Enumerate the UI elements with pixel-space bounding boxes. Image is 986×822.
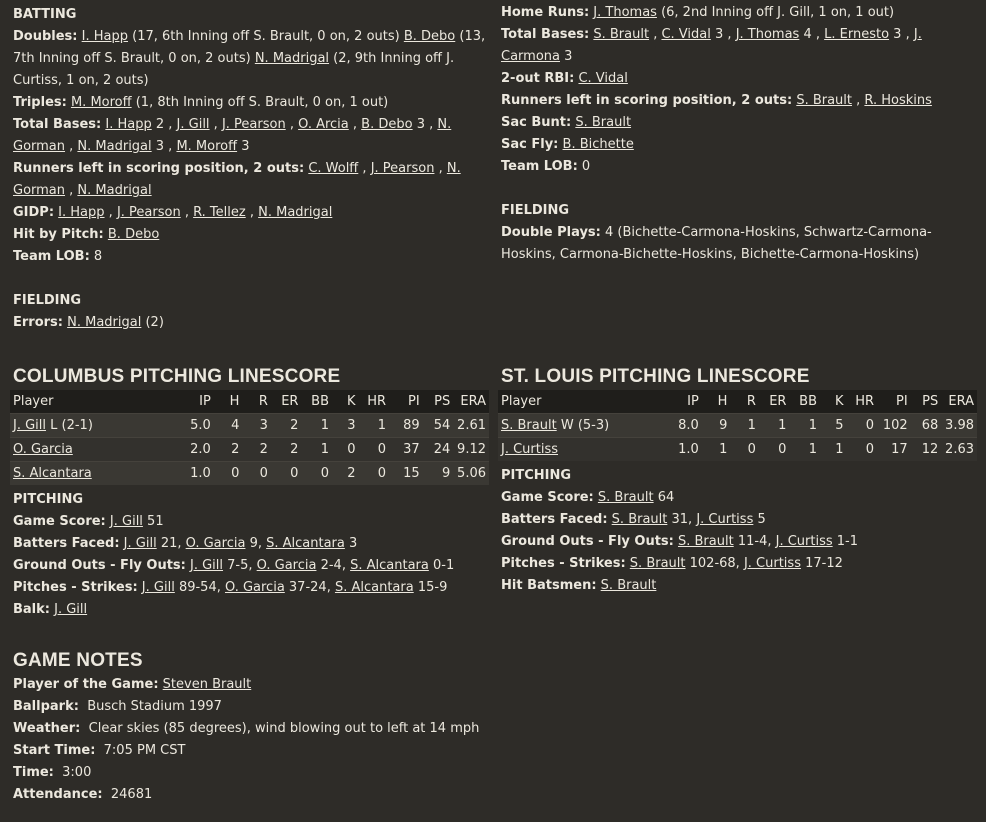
player-link[interactable]: S. Alcantara [350,558,429,573]
table-header-row [10,390,489,414]
player-link[interactable]: N. Madrigal [67,315,142,330]
stat-cell: 12 [911,438,942,462]
player-link[interactable]: S. Brault [597,490,654,505]
stat-cell: 3 [242,414,271,438]
batters-faced-line [13,533,489,555]
column-header: H [214,390,243,414]
column-header: K [332,390,359,414]
stat-cell: 1 [702,438,731,462]
batters-faced-line [501,509,977,531]
table-row [10,462,489,486]
total-bases-line [501,24,975,68]
player-cell [10,438,183,462]
ground-fly-outs-line [13,555,489,577]
column-header: ERA [941,390,977,414]
player-link[interactable]: S. Brault [796,93,853,108]
section-title: COLUMBUS PITCHING LINESCORE [13,366,341,387]
column-header: PS [423,390,454,414]
gidp-line [13,202,489,224]
stat-cell: 1 [789,414,820,438]
stat-label: Triples: [13,95,67,110]
stat-label: Runners left in scoring position, 2 outs: [13,161,305,176]
stat-cell: 37 [389,438,423,462]
columbus-pitching-section [13,364,489,621]
player-link[interactable]: J. Gill [54,602,88,617]
player-link[interactable]: I. Happ [81,29,128,44]
stat-cell: 1 [301,414,332,438]
table-row [498,414,977,438]
triples-line [13,92,489,114]
total-bases-line [13,114,489,158]
stat-detail: 89-54, [174,580,225,595]
player-link[interactable]: O. Garcia [185,536,246,551]
time-label: Time: [13,765,54,780]
stat-cell: 1.0 [183,462,214,486]
player-link[interactable]: R. Tellez [193,205,246,220]
column-header: ERA [453,390,489,414]
stat-cell: 9 [702,414,731,438]
double-plays-label: Double Plays: [501,225,601,240]
player-link[interactable]: S. Alcantara [334,580,414,595]
time-value: 3:00 [53,765,92,780]
stat-cell: 24 [423,438,454,462]
stat-cell: 2 [332,462,359,486]
batting-heading: BATTING [13,7,77,22]
player-link[interactable]: S. Alcantara [266,536,345,551]
player-link[interactable]: O. Garcia [224,580,285,595]
team-lob-label: Team LOB: [501,159,578,174]
column-header: Player [498,390,671,414]
column-header: BB [789,390,820,414]
stat-detail: , [358,161,371,176]
stat-label: Runners left in scoring position, 2 outs: [501,93,793,108]
weather-value: Clear skies (85 degrees), wind blowing out to left at 14 mph [80,721,480,736]
stat-detail: 0-1 [428,558,455,573]
stat-cell: 0 [242,462,271,486]
player-link[interactable]: C. Vidal [661,27,711,42]
player-link[interactable]: J. Thomas [735,27,800,42]
doubles-line [13,26,489,92]
double-plays-line [501,222,975,266]
pitching-heading: PITCHING [501,468,572,483]
stat-cell: 9.12 [453,438,489,462]
attendance-line [13,784,973,806]
stat-cell: 0 [847,438,878,462]
column-header: Player [10,390,183,414]
stat-cell: 54 [423,414,454,438]
weather-label: Weather: [13,721,81,736]
player-link[interactable]: O. Garcia [13,441,73,457]
stat-detail: , [209,117,222,132]
player-link[interactable]: B. Bichette [562,137,634,152]
column-header: IP [183,390,214,414]
stat-label: Total Bases: [13,117,102,132]
double-plays-value: 4 (Bichette-Carmona-Hoskins, Schwartz-Carmona-Hoskins, Carmona-Bichette-Hoskins, Bichette-Carmona-Hoskins) [501,225,932,262]
player-link[interactable]: J. Curtiss [743,556,801,571]
sac-fly-line [501,134,975,156]
player-link[interactable]: N. Madrigal [77,139,152,154]
player-link[interactable]: J. Pearson [221,117,286,132]
stat-detail: , [104,205,117,220]
stat-detail: 3 [344,536,358,551]
stat-detail: , [434,161,447,176]
stat-cell: 2.63 [941,438,977,462]
stat-detail: 2-4, [316,558,351,573]
stat-cell: 3.98 [941,414,977,438]
stat-cell: 2 [214,438,243,462]
ground-fly-outs-line [501,531,977,553]
stat-cell: 1 [359,414,390,438]
stat-detail: 2 , [151,117,177,132]
stat-label: 2-out RBI: [501,71,575,86]
stat-detail: 51 [142,514,164,529]
stat-detail: 3 , [151,139,177,154]
stat-detail: 3 , [412,117,438,132]
player-link[interactable]: S. Brault [629,556,686,571]
stat-cell: 0 [847,414,878,438]
player-link[interactable]: J. Gill [13,417,47,433]
stat-label: GIDP: [13,205,55,220]
stat-cell: 17 [877,438,911,462]
player-link[interactable]: J. Gill [190,558,224,573]
stat-detail: , [180,205,194,220]
stat-detail: 5 [753,512,766,527]
stat-label: Game Score: [501,490,594,505]
stat-detail: 15-9 [413,580,448,595]
pitches-strikes-line [501,553,977,575]
team-lob-label: Team LOB: [13,249,90,264]
player-link[interactable]: O. Garcia [256,558,317,573]
player-link[interactable]: N. Madrigal [77,183,152,198]
stat-cell: 68 [911,414,942,438]
column-header: H [702,390,731,414]
player-link[interactable]: B. Debo [361,117,413,132]
table-body [498,414,977,462]
stat-label: Sac Bunt: [501,115,572,130]
stat-detail: 17-12 [800,556,843,571]
player-link[interactable]: J. Pearson [370,161,435,176]
column-header: HR [847,390,878,414]
stat-detail: , [65,183,78,198]
stat-cell: 2.0 [183,438,214,462]
player-link[interactable]: I. Happ [58,205,105,220]
player-link[interactable]: C. Wolff [308,161,359,176]
stat-cell: 1 [301,438,332,462]
column-header: IP [671,390,702,414]
column-header: ER [759,390,790,414]
game-score-line [13,511,489,533]
fielding-heading: FIELDING [501,203,570,218]
player-link[interactable]: S. Brault [593,27,650,42]
stat-cell: 2 [242,438,271,462]
player-link[interactable]: J. Pearson [116,205,181,220]
player-link[interactable]: N. Gorman [13,161,461,198]
player-of-game-label: Player of the Game: [13,677,159,692]
stat-detail: 102-68, [685,556,744,571]
stat-cell: 0 [359,462,390,486]
attendance-value: 24681 [102,787,153,802]
stat-cell: 5.06 [453,462,489,486]
ballpark-line [13,696,973,718]
game-score-line [501,487,977,509]
stat-detail: (13, 7th Inning off S. Brault, 0 on, 2 outs) [13,29,486,66]
stat-label: Total Bases: [501,27,590,42]
player-of-game-link[interactable]: Steven Brault [162,677,252,692]
sac-bunt-line [501,112,975,134]
stat-cell: 1 [820,438,847,462]
stat-label: Balk: [13,602,50,617]
stat-detail: , [245,205,259,220]
player-of-game-line [13,674,973,696]
decision-note: W (5-3) [556,417,610,433]
stat-cell: 2.61 [453,414,489,438]
player-link[interactable]: J. Gill [123,536,157,551]
stat-detail: , [65,139,78,154]
stat-detail: 64 [653,490,675,505]
table-row [10,438,489,462]
time-line [13,762,973,784]
team-lob-value: 0 [577,159,591,174]
ballpark-label: Ballpark: [13,699,79,714]
weather-line [13,718,973,740]
hbp-line [13,224,489,246]
stat-detail: (17, 6th Inning off S. Brault, 0 on, 2 outs) [128,29,404,44]
player-cell [498,438,671,462]
risp-line [501,90,975,112]
stat-cell: 89 [389,414,423,438]
stat-detail: , [285,117,299,132]
player-link[interactable]: J. Gill [109,514,143,529]
attendance-label: Attendance: [13,787,103,802]
stat-cell: 102 [877,414,911,438]
start-time-line [13,740,973,762]
pitching-heading: PITCHING [13,492,84,507]
column-header: BB [301,390,332,414]
stat-cell: 0 [759,438,790,462]
player-link[interactable]: S. Brault [600,578,657,593]
player-link[interactable]: J. Gill [176,117,210,132]
stat-detail: , [649,27,662,42]
stat-detail: 3 [237,139,250,154]
stat-cell: 3 [332,414,359,438]
stat-label: Batters Faced: [13,536,120,551]
stat-detail: 3 , [710,27,736,42]
column-header: PI [389,390,423,414]
table-row [498,438,977,462]
stat-cell: 4 [214,414,243,438]
stat-label: Home Runs: [501,5,590,20]
stat-detail: 9, [245,536,267,551]
player-link[interactable]: J. Curtiss [501,441,559,457]
column-header: ER [271,390,302,414]
game-notes-section [13,648,973,806]
section-title: ST. LOUIS PITCHING LINESCORE [501,366,810,387]
stat-label: Hit Batsmen: [501,578,597,593]
stat-cell: 15 [389,462,423,486]
stat-cell: 0 [730,438,759,462]
pitches-strikes-line [13,577,489,599]
stat-detail: 4 , [799,27,825,42]
stat-label: Errors: [13,315,63,330]
stat-label: Pitches - Strikes: [13,580,138,595]
stat-cell: 0 [332,438,359,462]
stat-detail: (1, 8th Inning off S. Brault, 0 on, 1 out) [131,95,389,110]
two-out-rbi-line [501,68,975,90]
stlouis-batting-fielding [501,2,975,266]
player-cell [10,414,183,438]
player-link[interactable]: J. Carmona [501,27,922,64]
player-link[interactable]: S. Brault [678,534,734,549]
team-lob-line [13,246,489,268]
column-header: K [820,390,847,414]
stat-label: Game Score: [13,514,106,529]
player-link[interactable]: B. Debo [107,227,160,242]
stat-detail: 3 , [889,27,914,42]
stlouis-pitching-section [501,364,977,597]
player-link[interactable]: N. Madrigal [254,51,330,66]
stat-cell: 1 [789,438,820,462]
stat-detail: 7-5, [223,558,257,573]
stat-detail: (2) [141,315,164,330]
stat-detail: 1-1 [832,534,858,549]
column-header: PS [911,390,942,414]
player-link[interactable]: N. Madrigal [258,205,333,220]
fielding-heading: FIELDING [13,293,82,308]
stat-cell: 0 [271,462,302,486]
stat-detail: , [348,117,362,132]
stat-label: Pitches - Strikes: [501,556,626,571]
pitching-table [498,390,977,461]
column-header: R [242,390,271,414]
player-link[interactable]: S. Brault [501,417,557,433]
stat-cell: 2 [271,414,302,438]
table-row [10,414,489,438]
stat-label: Doubles: [13,29,78,44]
start-time-label: Start Time: [13,743,96,758]
stat-cell: 1 [730,414,759,438]
stat-label: Ground Outs - Fly Outs: [501,534,674,549]
stat-cell: 1.0 [671,438,702,462]
player-cell [10,462,183,486]
player-link[interactable]: N. Gorman [13,117,452,154]
player-link[interactable]: S. Brault [575,115,632,130]
stat-detail: 31, [667,512,697,527]
stat-detail: 3 [559,49,573,64]
player-cell [498,414,671,438]
column-header: R [730,390,759,414]
player-link[interactable]: J. Curtiss [696,512,754,527]
player-link[interactable]: C. Vidal [578,71,628,86]
stat-detail: (2, 9th Inning off J. Curtiss, 1 on, 2 outs) [13,51,455,88]
ballpark-value: Busch Stadium 1997 [78,699,222,714]
stat-cell: 8.0 [671,414,702,438]
player-link[interactable]: M. Moroff [70,95,132,110]
player-link[interactable]: S. Alcantara [13,465,92,481]
player-link[interactable]: O. Arcia [298,117,349,132]
player-link[interactable]: M. Moroff [176,139,238,154]
errors-line [13,312,489,334]
stat-label: Ground Outs - Fly Outs: [13,558,186,573]
section-title: GAME NOTES [13,650,143,671]
stat-detail: 11-4, [733,534,776,549]
stat-label: Sac Fly: [501,137,559,152]
player-link[interactable]: L. Ernesto [824,27,890,42]
player-link[interactable]: B. Debo [403,29,456,44]
stat-label: Batters Faced: [501,512,608,527]
decision-note: L (2-1) [46,417,93,433]
hit-batsmen-line [501,575,977,597]
stat-cell: 5.0 [183,414,214,438]
start-time-value: 7:05 PM CST [95,743,186,758]
table-header-row [498,390,977,414]
stat-cell: 0 [301,462,332,486]
risp-line [13,158,489,202]
player-link[interactable]: J. Thomas [593,5,657,20]
team-lob-line [501,156,975,178]
stat-cell: 2 [271,438,302,462]
player-link[interactable]: R. Hoskins [864,93,932,108]
stat-cell: 1 [759,414,790,438]
balk-line [13,599,489,621]
pitching-table [10,390,489,485]
stat-cell: 9 [423,462,454,486]
stat-detail: (6, 2nd Inning off J. Gill, 1 on, 1 out) [656,5,895,20]
home-runs-line [501,2,975,24]
stat-detail: 37-24, [284,580,335,595]
column-header: HR [359,390,390,414]
stat-detail: 21, [156,536,186,551]
stat-cell: 0 [359,438,390,462]
team-lob-value: 8 [89,249,103,264]
stat-detail: , [852,93,865,108]
player-link[interactable]: S. Brault [611,512,668,527]
table-body [10,414,489,486]
stat-label: Hit by Pitch: [13,227,104,242]
player-link[interactable]: J. Curtiss [775,534,833,549]
player-link[interactable]: I. Happ [105,117,152,132]
column-header: PI [877,390,911,414]
stat-cell: 5 [820,414,847,438]
player-link[interactable]: J. Gill [141,580,175,595]
stat-cell: 0 [214,462,243,486]
columbus-batting-fielding [13,4,489,334]
